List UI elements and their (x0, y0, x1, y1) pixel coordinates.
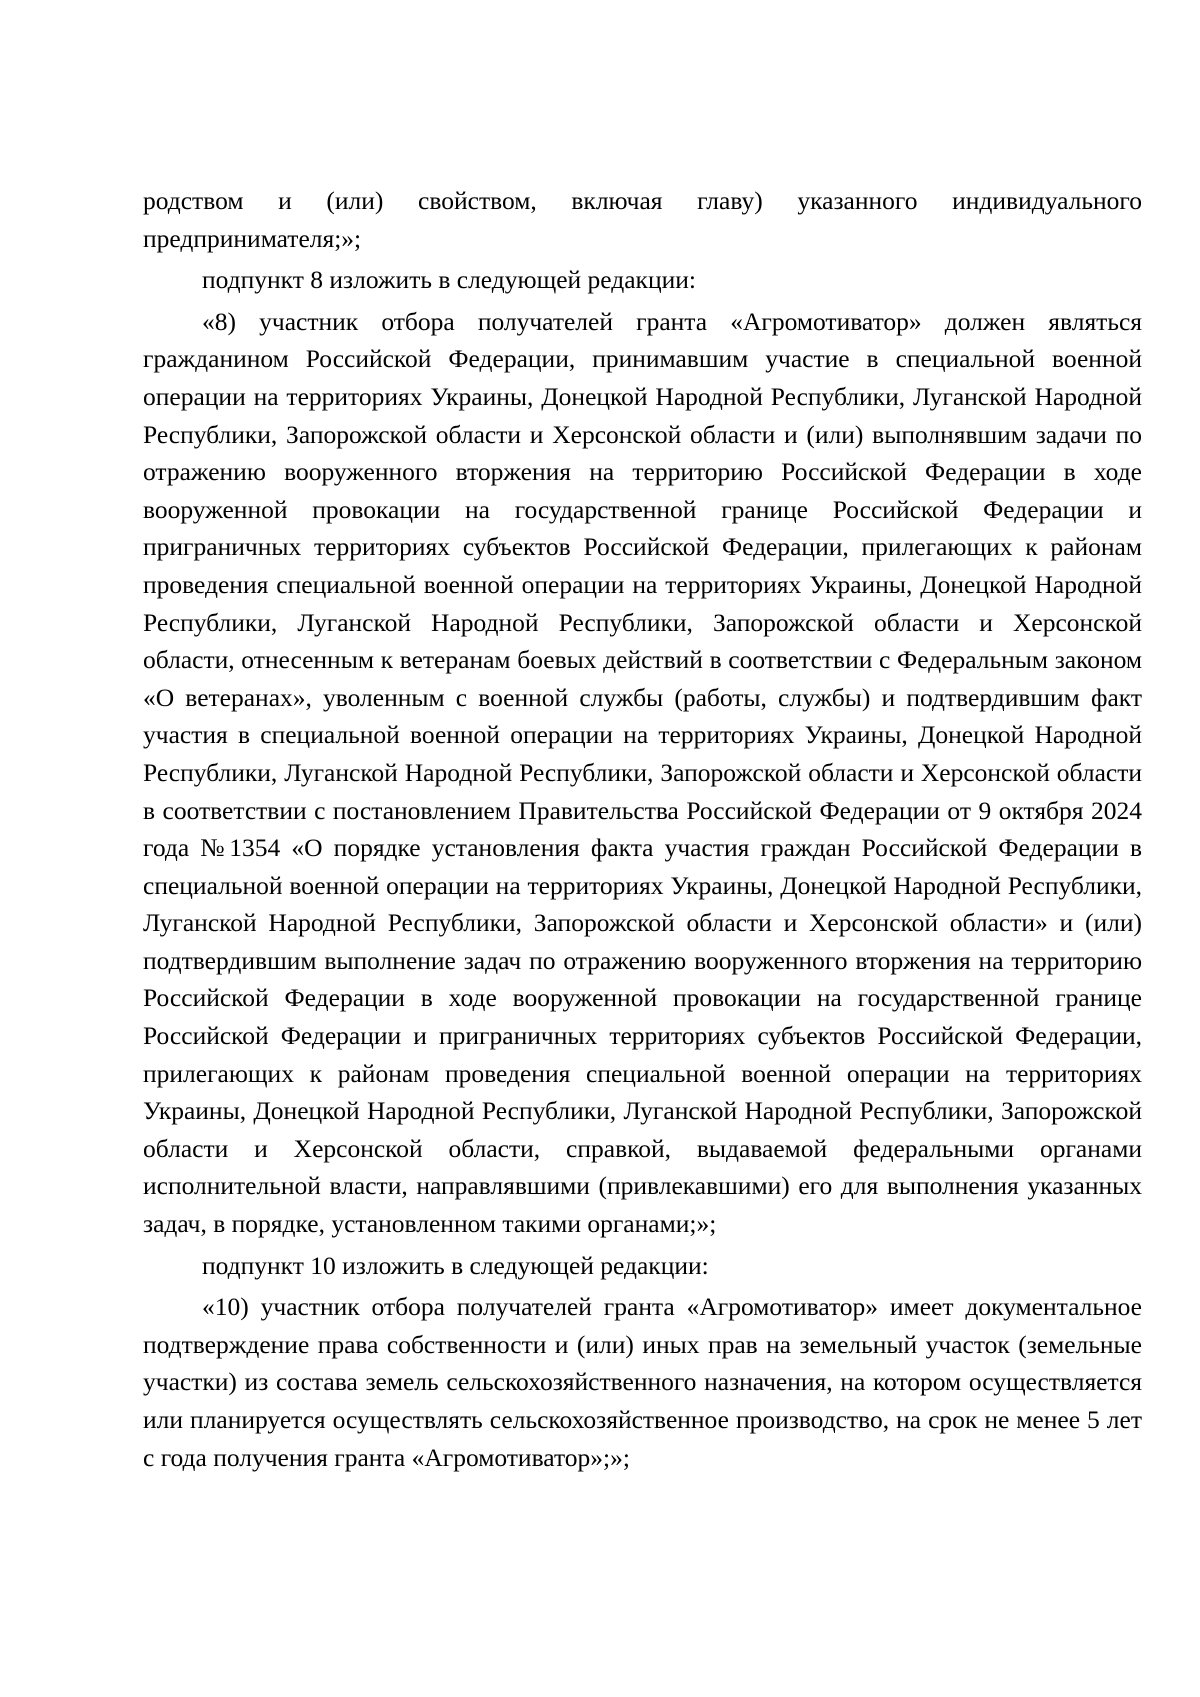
document-body (143, 182, 1142, 1476)
paragraph-subpoint-10-text: «10) участник отбора получателей гранта «Агромотиватор» имеет документальное подтверждение права собственности и (или) иных прав на земельный участок (земельные участки) из состава земель сельскохозяйственного назначения, на котором осуществляется или планируется осуществлять сельскохозяйственное производство, на срок не менее 5 лет с года получения гранта «Агромотиватор»;»; (143, 1292, 1142, 1472)
paragraph-continuation: родством и (или) свойством, включая главу) указанного индивидуального предпринимателя;»; (143, 186, 1142, 253)
paragraph-subpoint-10-instruction: подпункт 10 изложить в следующей редакции: (202, 1250, 709, 1280)
paragraph-subpoint-8-text: «8) участник отбора получателей гранта «Агромотиватор» должен являться гражданином Российской Федерации, принимавшим участие в специальной военной операции на территориях Украины, Донецкой Народной Республики, Луганской Народной Республики, Запорожской области и Херсонской области и (или) выполнявшим задачи по отражению вооруженного вторжения на территорию Российской Федерации в ходе вооруженной провокации на государственной границе Российской Федерации и приграничных территориях субъектов Российской Федерации, прилегающих к районам проведения специальной военной операции на территориях Украины, Донецкой Народной Республики, Луганской Народной Республики, Запорожской области и Херсонской области, отнесенным к ветеранам боевых действий в соответствии с Федеральным законом «О ветеранах», уволенным с военной службы (работы, службы) и подтвердившим факт участия в специальной военной операции на территориях Украины, Донецкой Народной Республики, Луганской Народной Республики, Запорожской области и Херсонской области в соответствии с постановлением Правительства Российской Федерации от 9 октября 2024 года №1354 «О порядке установления факта участия граждан Российской Федерации в специальной военной операции на территориях Украины, Донецкой Народной Республики, Луганской Народной Республики, Запорожской области и Херсонской области» и (или) подтвердившим выполнение задач по отражению вооруженного вторжения на территорию Российской Федерации в ходе вооруженной провокации на государственной границе Российской Федерации и приграничных территориях субъектов Российской Федерации, прилегающих к районам проведения специальной военной операции на территориях Украины, Донецкой Народной Республики, Луганской Народной Республики, Запорожской области и Херсонской области, справкой, выдаваемой федеральными органами исполнительной власти, направлявшими (привлекавшими) его для выполнения указанных задач, в порядке, установленном такими органами;»; (143, 306, 1142, 1239)
paragraph-subpoint-8-instruction: подпункт 8 изложить в следующей редакции: (202, 265, 696, 295)
